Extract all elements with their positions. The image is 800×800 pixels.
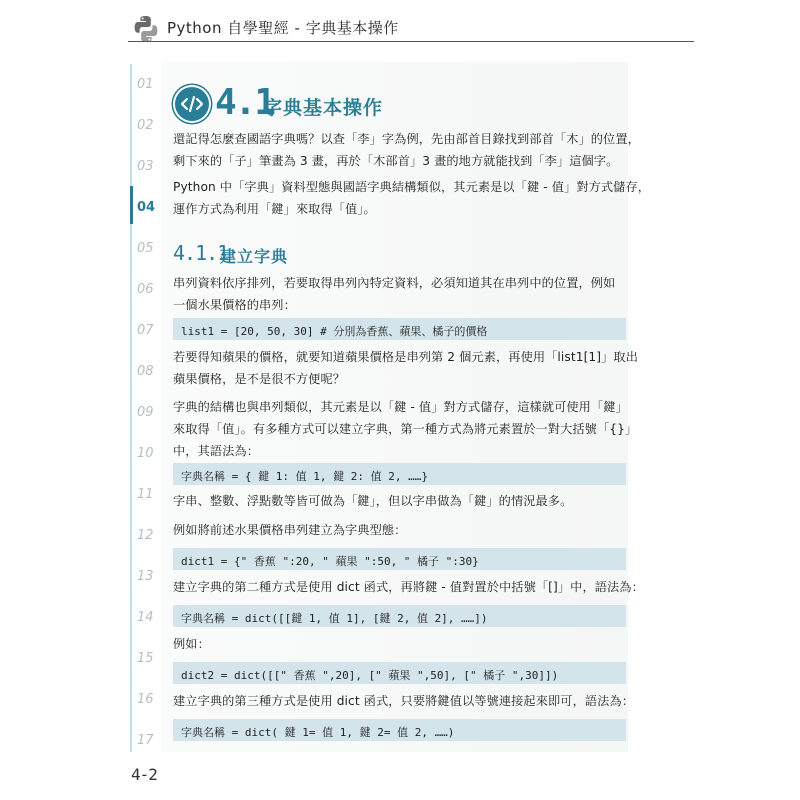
chapter-tab-13[interactable]: 13 [137,569,154,584]
chapter-tab-strip [130,64,132,752]
code-block-dict1: dict1 = {" 香蕉 ":20, " 蘋果 ":50, " 橘子 ":30} [173,548,626,570]
section-title: 字典基本操作 [263,97,384,119]
chapter-tab-07[interactable]: 07 [137,323,154,338]
subsection-title: 建立字典 [220,247,289,266]
page-number: 4-2 [131,765,157,784]
chapter-tab-03[interactable]: 03 [137,159,154,174]
chapter-tab-01[interactable]: 01 [137,77,154,92]
python-logo-icon [131,14,161,44]
paragraph-dict-func-kwargs: 建立字典的第三種方式是使用 dict 函式，只要將鍵值以等號連接起來即可，語法為： [173,694,635,708]
section-number: 4.1 [215,82,275,123]
chapter-tab-06[interactable]: 06 [137,282,154,297]
code-block-syntax-braces: 字典名稱 = { 鍵 1: 值 1, 鍵 2: 值 2, ……} [173,463,626,485]
subsection-number: 4.1.1 [173,241,229,265]
code-block-list1: list1 = [20, 50, 30] # 分別為香蕉、蘋果、橘子的價格 [173,318,626,340]
paragraph-example-label: 例如： [173,637,210,651]
chapter-tab-09[interactable]: 09 [137,405,154,420]
chapter-tab-05[interactable]: 05 [137,241,154,256]
code-block-syntax-dict-kwargs: 字典名稱 = dict( 鍵 1= 值 1, 鍵 2= 值 2, ……) [173,719,626,741]
chapter-tab-04[interactable]: 04 [137,200,156,215]
paragraph-dict-structure: 字典的結構也與串列類似，其元素是以「鍵 - 值」對方式儲存，這樣就可使用「鍵」 來取得「值」。有多種方式可以建立字典，第一種方式為將元素置於一對大括號「{}」 中，其語法為： [173,400,638,458]
chapter-tab-17[interactable]: 17 [137,733,154,748]
paragraph-intro-1: 還記得怎麼查國語字典嗎？以查「李」字為例，先由部首目錄找到部首「木」的位置， 剩下來的「子」筆畫為 3 畫，再於「木部首」3 畫的地方就能找到「李」這個字。 [173,132,640,168]
chapter-tab-12[interactable]: 12 [137,528,154,543]
header-divider [128,41,694,42]
paragraph-list-intro: 串列資料依序排列，若要取得串列內特定資料，必須知道其在串列中的位置，例如 一個水果價格的串列： [173,276,616,312]
paragraph-dict-func-list: 建立字典的第二種方式是使用 dict 函式，再將鍵 - 值對置於中括號「[]」中，語法為： [173,580,644,594]
chapter-tab-08[interactable]: 08 [137,364,154,379]
paragraph-list-index: 若要得知蘋果的價格，就要知道蘋果價格是串列第 2 個元素，再使用「list1[1]」取出 蘋果價格，是不是很不方便呢？ [173,350,639,386]
code-block-dict2: dict2 = dict([[" 香蕉 ",20], [" 蘋果 ",50], [" 橘子 ",30]]) [173,662,626,684]
paragraph-key-types: 字串、整數、浮點數等皆可做為「鍵」，但以字串做為「鍵」的情況最多。 [173,494,573,508]
header-title: Python 自學聖經 - 字典基本操作 [167,19,399,37]
chapter-tab-10[interactable]: 10 [137,446,154,461]
chapter-tab-02[interactable]: 02 [137,118,154,133]
chapter-tab-14[interactable]: 14 [137,610,154,625]
chapter-tab-16[interactable]: 16 [137,692,154,707]
paragraph-intro-2: Python 中「字典」資料型態與國語字典結構類似，其元素是以「鍵 - 值」對方式儲存， 運作方式為利用「鍵」來取得「值」。 [173,180,651,216]
chapter-tab-11[interactable]: 11 [137,487,154,502]
code-icon [175,87,209,121]
paragraph-example-intro: 例如將前述水果價格串列建立為字典型態： [173,523,407,537]
code-block-syntax-dict-list: 字典名稱 = dict([[鍵 1, 值 1], [鍵 2, 值 2], ……]) [173,605,626,627]
chapter-tab-15[interactable]: 15 [137,651,154,666]
active-tab-marker [130,186,133,224]
